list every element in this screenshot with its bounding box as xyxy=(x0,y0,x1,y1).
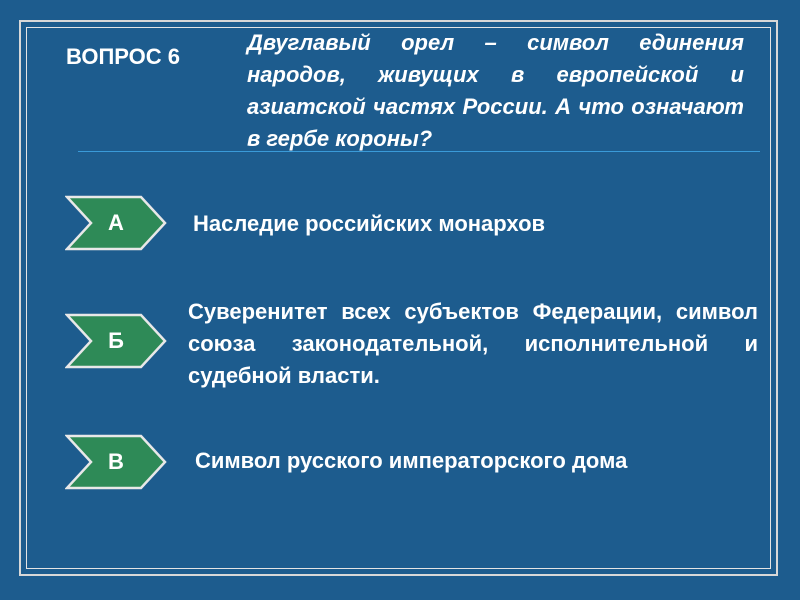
option-c-letter: В xyxy=(108,449,124,474)
option-c-text: Символ русского императорского дома xyxy=(195,448,628,473)
question-number: ВОПРОС 6 xyxy=(66,44,180,69)
option-b-letter: Б xyxy=(108,328,124,353)
option-c-button[interactable] xyxy=(65,434,167,490)
question-text: Двуглавый орел – символ единения народов, живущих в европейской и азиатской частях России. А что означают в гербе короны? xyxy=(247,30,744,151)
option-b-button[interactable] xyxy=(65,313,167,369)
divider-line xyxy=(78,151,760,152)
option-a-letter: А xyxy=(108,210,124,235)
option-a-button[interactable] xyxy=(65,195,167,251)
option-b-text: Суверенитет всех субъектов Федерации, символ союза законодательной, исполнительной и судебной власти. xyxy=(188,299,758,388)
option-a-text: Наследие российских монархов xyxy=(193,211,546,236)
